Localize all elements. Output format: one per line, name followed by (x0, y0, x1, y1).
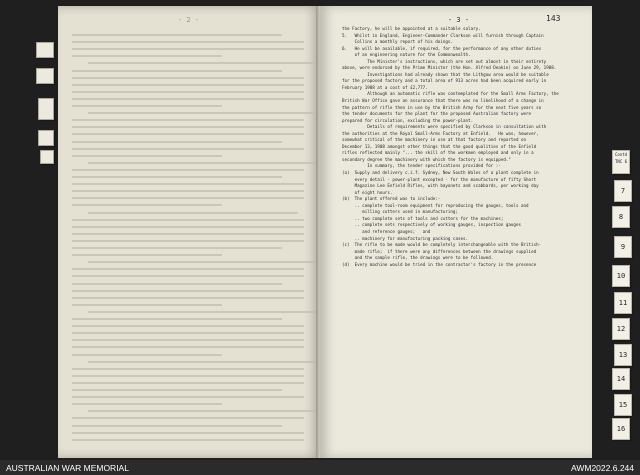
ghost-line (72, 204, 222, 206)
text-line: .. machinery for manufacturing packing cases. (354, 235, 469, 241)
index-tab: 8 (612, 206, 630, 228)
text-line: for the proposed factory and a total area of 913 acres had been acquired early in (342, 78, 547, 84)
ghost-line (72, 417, 304, 419)
text-line: In summary, the tender specifications provided for :- (367, 163, 501, 169)
ghost-line (72, 226, 304, 228)
text-line: milling cutters used in manufacturing; (362, 209, 458, 215)
ghost-line (72, 389, 282, 391)
index-tab: 13 (614, 344, 632, 366)
ghost-line (88, 261, 320, 263)
text-line: rifles reflected mainly "... the skill of the workmen employed and only in a (342, 150, 534, 156)
ghost-line (72, 425, 282, 427)
ghost-line (72, 77, 304, 79)
right-page (320, 6, 592, 458)
ghost-line (72, 219, 304, 221)
ghost-line (72, 183, 304, 185)
text-line: the Factory, he will be appointed at a suitable salary. (342, 26, 481, 31)
text-line: (b) The plant offered was to include:- (342, 196, 441, 202)
ghost-line (72, 119, 304, 121)
text-line: prepared for circulation, excluding the power-plant. (342, 117, 474, 123)
ghost-line (72, 318, 282, 320)
text-line: .. complete tool-room equipment for reproducing the gauges, tools and (354, 202, 529, 208)
index-tab: 14 (612, 368, 630, 390)
ghost-line (72, 126, 304, 128)
ghost-line (72, 141, 282, 143)
ghost-line (88, 212, 298, 214)
index-tab: 11 (614, 292, 632, 314)
ghost-line (72, 325, 304, 327)
index-tab: 12 (612, 318, 630, 340)
ghost-line (72, 148, 304, 150)
text-line: and the sample rifle, the drawings were to be followed. (354, 255, 494, 261)
text-line: Investigations had already shown that the Lithgow area would be suitable (367, 71, 549, 77)
left-index-tab (40, 150, 54, 164)
ghost-line (88, 112, 320, 114)
folio-number: 143 (546, 14, 561, 23)
ghost-line (72, 91, 304, 93)
text-line: (d) Every machine would be tried in the contractor's factory in the presence (342, 261, 537, 267)
ghost-line (72, 396, 304, 398)
ghost-line (72, 190, 304, 192)
ghost-line (72, 354, 222, 356)
ghost-line (72, 275, 304, 277)
text-line: Collins a monthly report of his doings. (354, 39, 453, 45)
left-page (58, 6, 320, 458)
ghost-line (72, 155, 222, 157)
ghost-line (88, 311, 320, 313)
text-line: the pattern of rifle then in use by the British Army for the next five years so (342, 104, 542, 110)
right-page-number: - 3 - (448, 16, 470, 24)
ghost-line (72, 375, 304, 377)
text-line: secondary degree the machinery with which the factory is equipped." (342, 156, 511, 162)
ghost-line (72, 98, 304, 100)
ghost-line (72, 197, 304, 199)
ghost-line (88, 162, 320, 164)
footer-accession-number: AWM2022.6.244 (571, 463, 634, 473)
ghost-line (72, 41, 304, 43)
ghost-line (72, 403, 222, 405)
ghost-line (72, 240, 304, 242)
text-line: 6. He will be available, if required, for the performance of any other duties (342, 45, 542, 51)
ghost-line (72, 382, 304, 384)
ghost-line (72, 339, 304, 341)
text-line: of an engineering nature for the Commonwealth. (354, 52, 471, 58)
ghost-line (72, 254, 222, 256)
ghost-line (72, 84, 304, 86)
text-line: and reference gauges; and (362, 228, 431, 234)
index-tab: 15 (614, 394, 632, 416)
ghost-line (88, 361, 320, 363)
ghost-line (72, 297, 304, 299)
text-line: December 13, 1908 amongst other things that the good qualities of the Enfield (342, 143, 537, 149)
text-line: .. complete sets respectively of working gauges, inspection gauges (354, 222, 521, 228)
index-tab: Contd TNC 6 (612, 150, 630, 174)
index-tab: 10 (612, 265, 630, 287)
ghost-line (88, 410, 320, 412)
text-line: (a) Supply and delivery c.i.f. Sydney, New South Wales of a plant complete in (342, 170, 539, 176)
text-line: every detail - power-plant excepted - for the manufacture of fifty Short (354, 176, 537, 182)
ghost-line (72, 48, 304, 50)
ghost-line (72, 346, 304, 348)
text-line: British War Office gave an assurance that there was no likelihood of a change in (342, 98, 544, 104)
ghost-line (72, 233, 304, 235)
text-line: .. two complete sets of tools and cutters for the machines; (354, 215, 504, 221)
ghost-line (72, 55, 222, 57)
left-index-tab (36, 42, 54, 58)
page-body-text (342, 26, 586, 268)
index-tab: 7 (614, 180, 632, 202)
text-line: above, were endorsed by the Prime Minister (the Hon. Alfred Deakin) on June 29, 1908. (342, 65, 557, 71)
text-line: February 1908 at a cost of £2,777. (342, 84, 428, 90)
text-line: Details of requirements were specified by Clarkson in consultation with (367, 124, 547, 130)
left-index-tab (36, 68, 54, 84)
text-line: (c) The rifle to be made would be completely interchangeable with the British- (342, 242, 542, 248)
ghost-line (72, 133, 304, 135)
text-line: the tender documents for the plant for the proposed Australian factory were (342, 111, 532, 117)
text-line: made rifle; if there were any differences between the drawings supplied (354, 248, 537, 254)
ghost-line (72, 283, 282, 285)
ghost-line (88, 62, 320, 64)
text-line: Magazine Lee Enfield Rifles, with bayonets and scabbards, per working day (354, 183, 539, 189)
footer-institution: AUSTRALIAN WAR MEMORIAL (6, 463, 129, 473)
ghost-line (72, 176, 282, 178)
ghost-line (72, 439, 304, 441)
ghost-line (72, 432, 304, 434)
index-tab: 16 (612, 418, 630, 440)
ghost-line (72, 268, 304, 270)
ghost-line (72, 34, 282, 36)
left-page-number: - 2 - (178, 16, 200, 24)
ghost-line (72, 70, 282, 72)
text-line: 5. Whilst in England, Engineer-Commander Clarkson will furnish through Captain (342, 32, 544, 38)
index-tab: 9 (614, 236, 632, 258)
ghost-line (72, 105, 222, 107)
text-line: The Minister's instructions, which are set out almost in their entirety (367, 58, 547, 64)
text-line: the authorities at the Royal Small-Arms Factory at Enfield. He was, however, (342, 130, 539, 136)
text-line: Although an automatic rifle was contemplated for the Small Arms Factory, the (367, 91, 559, 97)
ghost-line (72, 290, 304, 292)
ghost-line (72, 332, 304, 334)
ghost-line (72, 304, 222, 306)
footer-bar (0, 460, 640, 475)
ghost-line (72, 247, 282, 249)
left-index-tab (38, 98, 54, 120)
ghost-line (72, 169, 304, 171)
left-index-tab (38, 130, 54, 146)
text-line: somewhat critical of the machinery in use at that factory and reported on (342, 137, 527, 143)
text-line: of eight hours. (354, 189, 393, 195)
ghost-line (72, 368, 304, 370)
